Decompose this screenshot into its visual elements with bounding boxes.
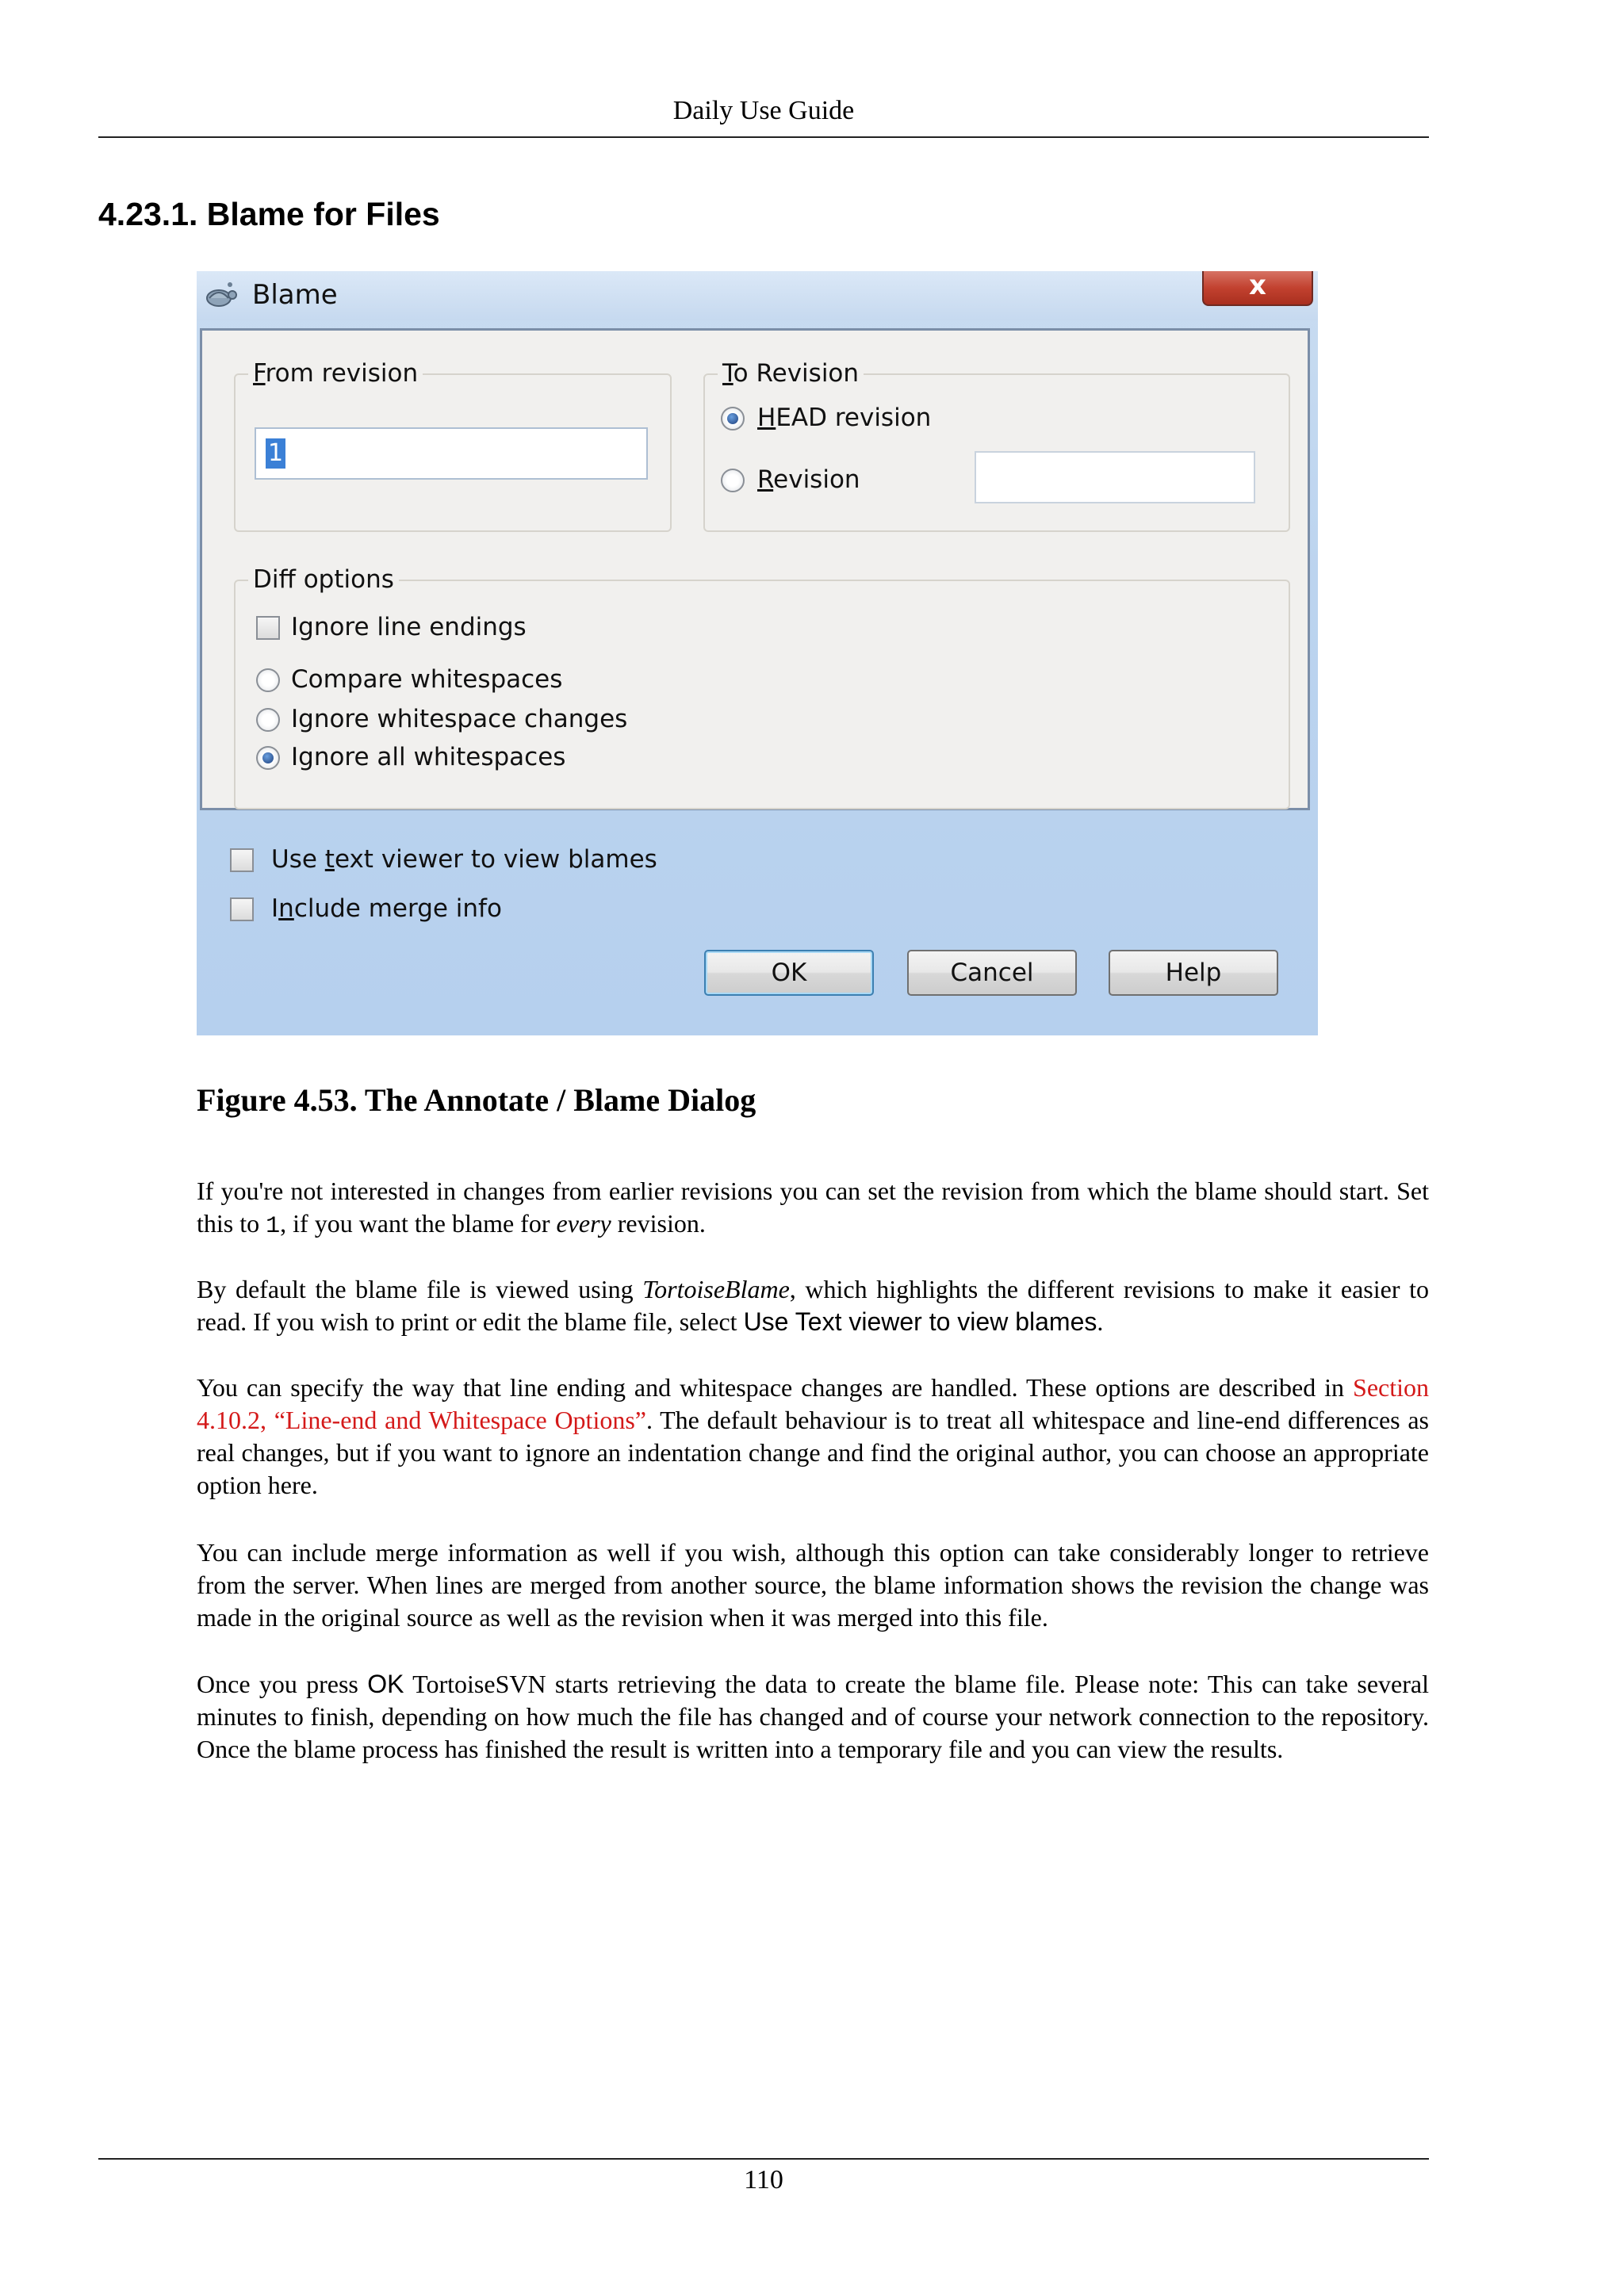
code-revision-one: 1 bbox=[266, 1213, 281, 1240]
header-rule bbox=[98, 136, 1429, 138]
from-revision-input[interactable] bbox=[255, 427, 648, 480]
figure-caption: Figure 4.53. The Annotate / Blame Dialog bbox=[197, 1082, 756, 1118]
cancel-button[interactable]: Cancel bbox=[907, 950, 1077, 996]
from-revision-value: 1 bbox=[266, 438, 285, 469]
use-text-viewer-label: Use text viewer to view blames bbox=[271, 845, 657, 874]
include-merge-info-checkbox[interactable] bbox=[230, 897, 254, 921]
revision-label: Revision bbox=[757, 465, 860, 494]
compare-whitespaces-radio[interactable] bbox=[256, 668, 280, 692]
gui-text-viewer-option: Use Text viewer to view blames bbox=[743, 1307, 1097, 1336]
ignore-whitespace-changes-radio[interactable] bbox=[256, 708, 280, 732]
paragraph-ok-process: Once you press OK TortoiseSVN starts retrieving the data to create the blame file. Please note: This can take several minutes to finish, depending on how much the file has changed and of course your network connection to the repository. Once the blame process has finished the result is written into a temporary file and you can view the results. bbox=[197, 1670, 1430, 1763]
ignore-all-whitespaces-label: Ignore all whitespaces bbox=[291, 743, 566, 771]
revision-radio[interactable] bbox=[721, 469, 745, 492]
use-text-viewer-checkbox[interactable] bbox=[230, 848, 254, 872]
footer-rule bbox=[98, 2158, 1429, 2160]
paragraph-whitespace: You can specify the way that line ending and whitespace changes are handled. These options are described in Section 4.10.2, “Line-end and Whitespace Options”. The default behaviour is to treat all whitespace and line-end differences as real changes, but if you want to ignore an indentation change and find the original author, you can choose an appropriate option here. bbox=[197, 1373, 1429, 1499]
paragraph-start-revision: If you're not interested in changes from earlier revisions you can set the revision from which the blame should start. Set this to 1, if you want the blame for every revision. bbox=[197, 1177, 1429, 1240]
dialog-client-area bbox=[200, 328, 1310, 810]
revision-input[interactable] bbox=[975, 451, 1255, 503]
diff-options-label: Diff options bbox=[248, 564, 399, 595]
dialog-titlebar bbox=[197, 271, 1318, 320]
tortoise-icon bbox=[203, 279, 238, 311]
blame-dialog-screenshot bbox=[197, 271, 1318, 1035]
section-link-line-end-options[interactable]: Section 4.10.2, “Line-end and Whitespace Options” bbox=[197, 1373, 1429, 1434]
compare-whitespaces-label: Compare whitespaces bbox=[291, 665, 563, 694]
diff-options-group bbox=[234, 565, 1290, 809]
ignore-line-endings-checkbox[interactable] bbox=[256, 616, 280, 640]
dialog-title: Blame bbox=[252, 279, 338, 311]
ignore-line-endings-label: Ignore line endings bbox=[291, 613, 527, 641]
head-revision-label: HEAD revision bbox=[757, 404, 932, 432]
section-title: 4.23.1. Blame for Files bbox=[98, 196, 440, 232]
paragraph-merge-info: You can include merge information as well if you wish, although this option can take considerably longer to retrieve from the server. When lines are merged from another source, the blame information shows the revision the change was made in the original source as well as the revision when it was merged into this file. bbox=[197, 1538, 1429, 1632]
from-revision-label: From revision bbox=[248, 358, 423, 389]
close-button[interactable] bbox=[1202, 271, 1313, 306]
gui-ok-button-text: OK bbox=[367, 1670, 404, 1698]
close-icon: x bbox=[1249, 271, 1266, 301]
to-revision-label: To Revision bbox=[718, 358, 864, 389]
page-number: 110 bbox=[744, 2165, 783, 2195]
ignore-whitespace-changes-label: Ignore whitespace changes bbox=[291, 705, 628, 733]
to-revision-group bbox=[703, 359, 1290, 532]
head-revision-radio[interactable] bbox=[721, 407, 745, 430]
running-header: Daily Use Guide bbox=[672, 96, 855, 125]
from-revision-group bbox=[234, 359, 672, 532]
include-merge-info-label: Include merge info bbox=[271, 894, 502, 923]
ignore-all-whitespaces-radio[interactable] bbox=[256, 746, 280, 770]
ok-button[interactable]: OK bbox=[704, 950, 874, 996]
paragraph-tortoiseblame: By default the blame file is viewed using TortoiseBlame, which highlights the different revisions to make it easier to read. If you wish to print or edit the blame file, select Use Text viewer to view blames. bbox=[197, 1275, 1429, 1336]
help-button[interactable]: Help bbox=[1109, 950, 1278, 996]
